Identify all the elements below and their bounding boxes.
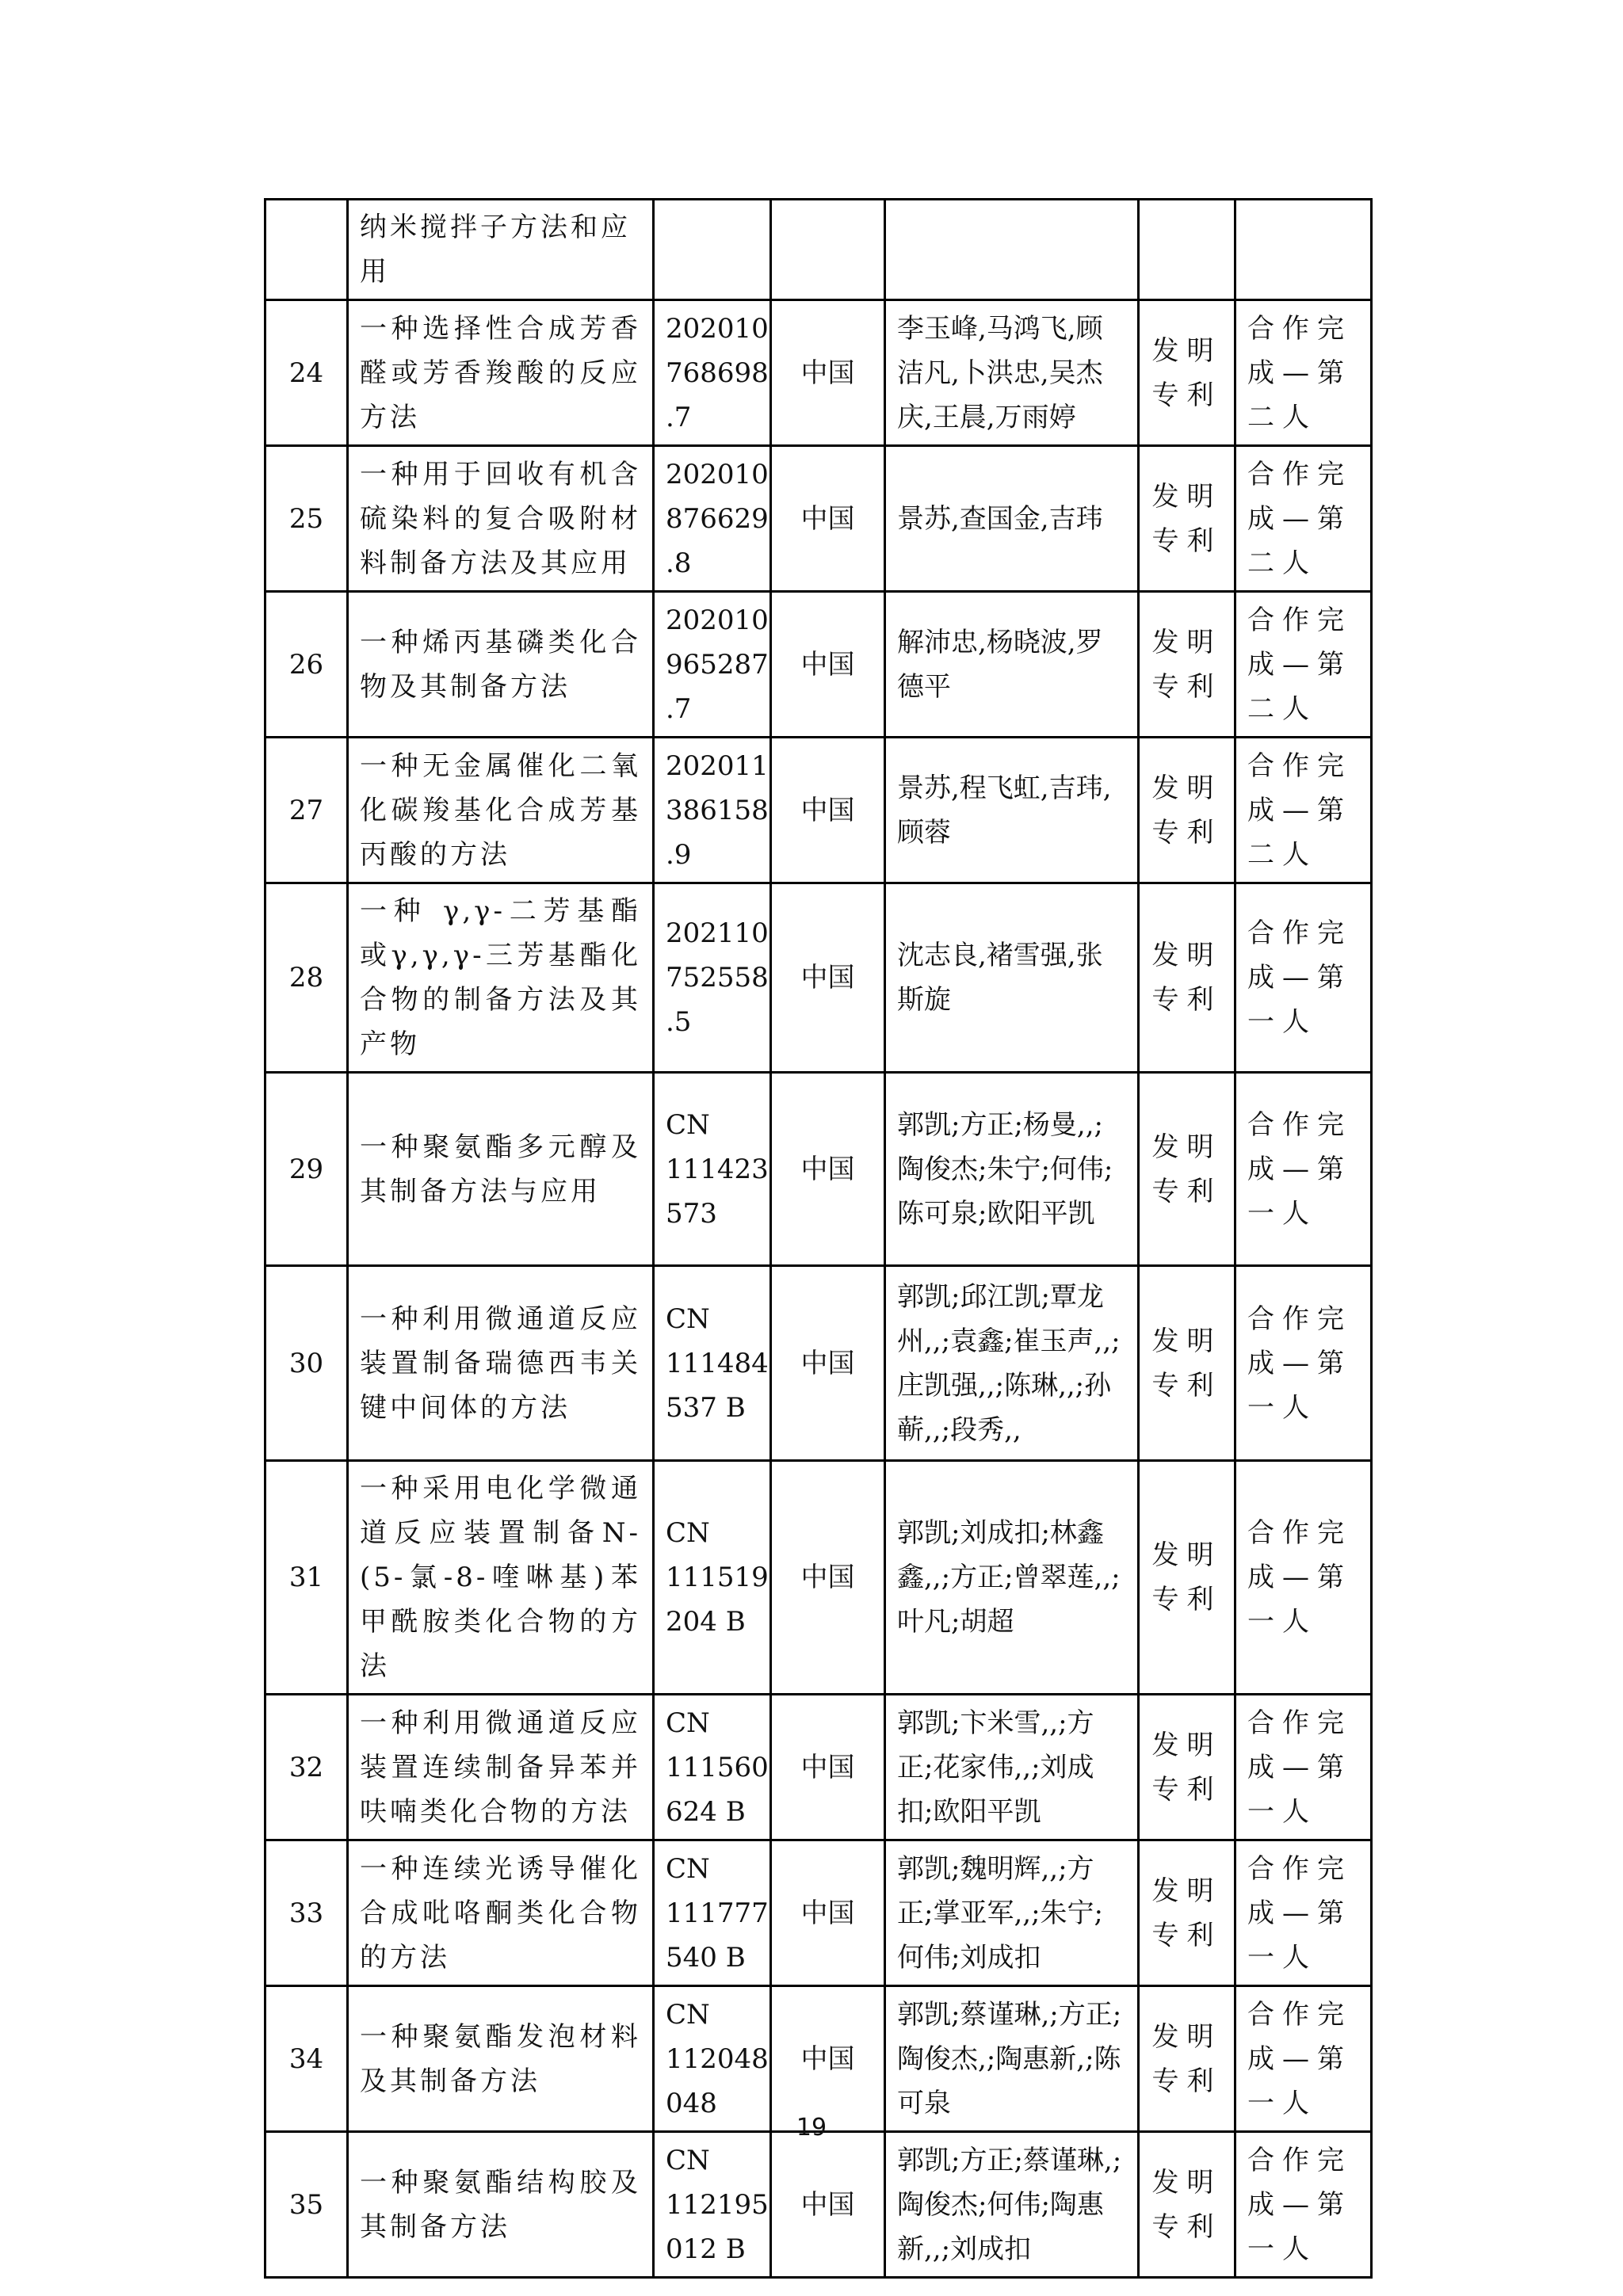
row-number-cell (265, 2132, 348, 2278)
patent-type-cell (1139, 1073, 1235, 1266)
patent-name-cell (348, 1840, 654, 1986)
row-number-cell (265, 200, 348, 300)
completion-role: 合作完成—第一人 (1247, 1517, 1352, 1638)
patent-country: 中国 (800, 2188, 855, 2221)
row-number: 24 (288, 357, 324, 389)
completion-role-cell (1235, 1695, 1372, 1840)
completion-role: 合作完成—第一人 (1247, 1852, 1352, 1974)
completion-role-cell (1235, 446, 1372, 592)
table-row (265, 1695, 1372, 1840)
inventors: 郭凯;邱江凯;覃龙州,,;袁鑫;崔玉声,,;庄凯强,,;陈琳,,;孙蕲,,;段秀,, (897, 1280, 1121, 1446)
patent-name-cell (348, 1073, 654, 1266)
completion-role-cell (1235, 592, 1372, 738)
completion-role-cell (1235, 1073, 1372, 1266)
inventors: 郭凯;方正;蔡谨琳,;陶俊杰;何伟;陶惠新,,;刘成扣 (897, 2144, 1122, 2265)
row-number-cell (265, 1986, 348, 2132)
patent-name-cell (348, 1461, 654, 1695)
patent-type-cell (1139, 200, 1235, 300)
patent-type: 发明专利 (1151, 1325, 1222, 1402)
patent-number: 202010 965287 .7 (666, 604, 769, 725)
inventors: 郭凯;蔡谨琳,;方正;陶俊杰,;陶惠新,;陈可泉 (897, 1998, 1122, 2119)
completion-role: 合作完成—第一人 (1247, 917, 1352, 1038)
completion-role-cell (1235, 1461, 1372, 1695)
patent-type-cell (1139, 2132, 1235, 2278)
inventors-cell (885, 1695, 1139, 1840)
completion-role: 合作完成—第一人 (1247, 2144, 1352, 2265)
completion-role-cell (1235, 300, 1372, 446)
page-number: 19 (796, 2114, 827, 2142)
row-number: 25 (288, 502, 324, 535)
patent-type: 发明专利 (1151, 1875, 1222, 1951)
patent-type: 发明专利 (1151, 2166, 1222, 2243)
patent-number-cell (654, 1695, 771, 1840)
patent-name-cell (348, 592, 654, 738)
table-row (265, 2132, 1372, 2278)
patent-type-cell (1139, 738, 1235, 883)
completion-role-cell (1235, 738, 1372, 883)
patent-number-cell (654, 592, 771, 738)
inventors-cell (885, 738, 1139, 883)
patent-name: 一种聚氨酯结构胶及其制备方法 (360, 2166, 641, 2243)
inventors-cell (885, 592, 1139, 738)
table-row (265, 738, 1372, 883)
patent-country: 中国 (800, 502, 855, 535)
patent-name: 一种聚氨酯多元醇及其制备方法与应用 (360, 1131, 641, 1207)
inventors-cell (885, 2132, 1139, 2278)
row-number: 32 (288, 1751, 324, 1783)
patent-number-cell (654, 1266, 771, 1461)
completion-role-cell (1235, 1986, 1372, 2132)
patent-country: 中国 (800, 1751, 855, 1783)
inventors: 景苏,查国金,吉玮 (897, 502, 1103, 535)
patent-country-cell (771, 300, 885, 446)
completion-role: 合作完成—第二人 (1247, 749, 1352, 871)
patent-country-cell (771, 1695, 885, 1840)
completion-role: 合作完成—第一人 (1247, 1108, 1352, 1230)
completion-role: 合作完成—第一人 (1247, 1707, 1352, 1828)
patent-name-cell (348, 200, 654, 300)
patent-country-cell (771, 1986, 885, 2132)
patent-number: CN 111560 624 B (666, 1707, 769, 1828)
patent-number-cell (654, 300, 771, 446)
patent-number-cell (654, 1461, 771, 1695)
patent-country: 中国 (800, 1153, 855, 1185)
patent-type-cell (1139, 300, 1235, 446)
row-number: 29 (288, 1153, 324, 1185)
table-row (265, 1986, 1372, 2132)
patent-name-cell (348, 446, 654, 592)
row-number-cell (265, 1073, 348, 1266)
patent-country-cell (771, 200, 885, 300)
patent-country-cell (771, 1461, 885, 1695)
patent-name: 一种利用微通道反应装置连续制备异苯并呋喃类化合物的方法 (360, 1707, 641, 1828)
patent-number: CN 111519 204 B (666, 1517, 769, 1638)
inventors: 郭凯;卞米雪,,;方正;花家伟,,;刘成扣;欧阳平凯 (897, 1707, 1094, 1828)
patent-name-cell (348, 2132, 654, 2278)
row-number: 30 (288, 1347, 324, 1379)
inventors-cell (885, 300, 1139, 446)
completion-role-cell (1235, 1266, 1372, 1461)
patent-number: 202110 752558 .5 (666, 917, 769, 1038)
patent-number-cell (654, 446, 771, 592)
patent-country-cell (771, 1840, 885, 1986)
patent-number-cell (654, 883, 771, 1073)
completion-role-cell (1235, 883, 1372, 1073)
patent-name-cell (348, 1266, 654, 1461)
inventors: 解沛忠,杨晓波,罗德平 (897, 626, 1103, 703)
completion-role: 合作完成—第二人 (1247, 604, 1352, 725)
inventors-cell (885, 1840, 1139, 1986)
patent-number-cell (654, 1073, 771, 1266)
completion-role-cell (1235, 2132, 1372, 2278)
inventors: 郭凯;刘成扣;林鑫鑫,,;方正;曾翠莲,,;叶凡;胡超 (897, 1517, 1121, 1638)
completion-role: 合作完成—第一人 (1247, 1302, 1352, 1424)
table-row (265, 446, 1372, 592)
row-number: 35 (288, 2188, 324, 2221)
patent-country: 中国 (800, 962, 855, 994)
row-number: 28 (288, 962, 324, 994)
patent-country-cell (771, 446, 885, 592)
inventors-cell (885, 1461, 1139, 1695)
patent-number-cell (654, 1840, 771, 1986)
inventors-cell (885, 200, 1139, 300)
patent-name: 纳米搅拌子方法和应 用 (360, 212, 631, 288)
inventors: 景苏,程飞虹,吉玮,顾蓉 (897, 772, 1112, 849)
patent-type-cell (1139, 1986, 1235, 2132)
row-number: 27 (288, 794, 324, 826)
completion-role-cell (1235, 1840, 1372, 1986)
patent-country: 中国 (800, 648, 855, 681)
patent-type-cell (1139, 1461, 1235, 1695)
patent-country: 中国 (800, 794, 855, 826)
completion-role: 合作完成—第二人 (1247, 458, 1352, 579)
inventors-cell (885, 1073, 1139, 1266)
patent-type-cell (1139, 883, 1235, 1073)
inventors-cell (885, 446, 1139, 592)
table-row (265, 1266, 1372, 1461)
patent-type: 发明专利 (1151, 2020, 1222, 2097)
patent-type-cell (1139, 1840, 1235, 1986)
table-row (265, 300, 1372, 446)
patent-name-cell (348, 738, 654, 883)
table-row (265, 883, 1372, 1073)
patent-number: CN 111484 537 B (666, 1302, 769, 1424)
patent-type-cell (1139, 592, 1235, 738)
patent-type: 发明专利 (1151, 334, 1222, 411)
patent-name: 一种选择性合成芳香醛或芳香羧酸的反应方法 (360, 312, 641, 433)
patent-name: 一种烯丙基磷类化合物及其制备方法 (360, 626, 641, 703)
row-number-cell (265, 883, 348, 1073)
inventors: 李玉峰,马鸿飞,顾洁凡,卜洪忠,吴杰庆,王晨,万雨婷 (897, 312, 1103, 433)
patent-number-cell (654, 1986, 771, 2132)
patent-name: 一种用于回收有机含硫染料的复合吸附材料制备方法及其应用 (360, 458, 641, 579)
patent-type-cell (1139, 1266, 1235, 1461)
patent-type: 发明专利 (1151, 480, 1222, 557)
patent-type-cell (1139, 1695, 1235, 1840)
patent-name: 一种连续光诱导催化合成吡咯酮类化合物的方法 (360, 1852, 641, 1974)
row-number-cell (265, 1266, 348, 1461)
row-number-cell (265, 1840, 348, 1986)
patent-number: 202010 876629 .8 (666, 458, 769, 579)
row-number: 33 (288, 1897, 324, 1929)
patent-type: 发明专利 (1151, 940, 1222, 1016)
row-number-cell (265, 446, 348, 592)
patent-name-cell (348, 1986, 654, 2132)
patent-number: 202011 386158 .9 (666, 749, 769, 871)
patent-type: 发明专利 (1151, 1539, 1222, 1615)
table-row (265, 592, 1372, 738)
patent-type: 发明专利 (1151, 1131, 1222, 1207)
completion-role: 合作完成—第二人 (1247, 312, 1352, 433)
patent-number: CN 112048 048 (666, 1998, 769, 2119)
patent-country-cell (771, 2132, 885, 2278)
patent-name: 一种利用微通道反应装置制备瑞德西韦关键中间体的方法 (360, 1302, 641, 1424)
completion-role: 合作完成—第一人 (1247, 1998, 1352, 2119)
patent-type: 发明专利 (1151, 1729, 1222, 1806)
patent-type: 发明专利 (1151, 772, 1222, 849)
patent-country: 中国 (800, 2042, 855, 2075)
row-number: 34 (288, 2042, 324, 2075)
patent-table-body (265, 200, 1372, 2278)
row-number: 31 (288, 1562, 324, 1593)
row-number-cell (265, 738, 348, 883)
patent-number-cell (654, 738, 771, 883)
row-number-cell (265, 1695, 348, 1840)
patent-number: CN 111777 540 B (666, 1852, 769, 1974)
inventors-cell (885, 1266, 1139, 1461)
row-number-cell (265, 592, 348, 738)
patent-name: 一种无金属催化二氧化碳羧基化合成芳基丙酸的方法 (360, 749, 641, 871)
table-row (265, 1461, 1372, 1695)
patent-number: 202010 768698 .7 (666, 312, 769, 433)
patent-name: 一种聚氨酯发泡材料及其制备方法 (360, 2020, 641, 2097)
table-row (265, 1073, 1372, 1266)
patent-country-cell (771, 738, 885, 883)
patent-country-cell (771, 1073, 885, 1266)
table-row (265, 1840, 1372, 1986)
patent-country: 中国 (800, 1347, 855, 1379)
inventors: 沈志良,褚雪强,张斯旋 (897, 940, 1103, 1016)
inventors: 郭凯;方正;杨曼,,;陶俊杰;朱宁;何伟;陈可泉;欧阳平凯 (897, 1108, 1113, 1230)
patent-number-cell (654, 200, 771, 300)
table-row (265, 200, 1372, 300)
patent-type-cell (1139, 446, 1235, 592)
row-number-cell (265, 300, 348, 446)
patent-country-cell (771, 1266, 885, 1461)
patent-number: CN 111423 573 (666, 1108, 769, 1230)
patent-name: 一种 γ,γ-二芳基酯或γ,γ,γ-三芳基酯化合物的制备方法及其产物 (360, 895, 641, 1060)
patent-number-cell (654, 2132, 771, 2278)
inventors-cell (885, 883, 1139, 1073)
patent-country: 中国 (800, 1897, 855, 1929)
inventors: 郭凯;魏明辉,,;方正;掌亚军,,;朱宁;何伟;刘成扣 (897, 1852, 1103, 1974)
patent-country-cell (771, 883, 885, 1073)
patent-number: CN 112195 012 B (666, 2144, 769, 2265)
patent-country-cell (771, 592, 885, 738)
patent-type: 发明专利 (1151, 626, 1222, 703)
patent-table (264, 198, 1373, 2279)
inventors-cell (885, 1986, 1139, 2132)
patent-country: 中国 (800, 1562, 855, 1593)
patent-name: 一种采用电化学微通道反应装置制备N-(5-氯-8-喹啉基)苯甲酰胺类化合物的方法 (360, 1473, 641, 1682)
row-number-cell (265, 1461, 348, 1695)
patent-name-cell (348, 300, 654, 446)
patent-name-cell (348, 883, 654, 1073)
patent-country: 中国 (800, 357, 855, 389)
patent-name-cell (348, 1695, 654, 1840)
completion-role-cell (1235, 200, 1372, 300)
row-number: 26 (288, 648, 324, 681)
